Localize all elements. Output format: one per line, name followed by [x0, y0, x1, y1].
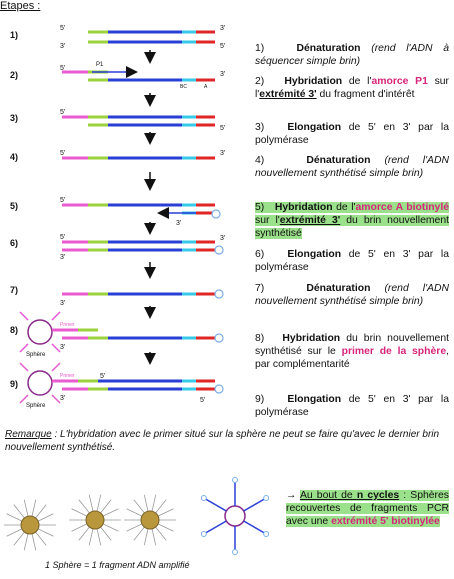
step6-3prime-b: 3' [60, 254, 66, 261]
caption: 1 Sphère = 1 fragment ADN amplifié [45, 560, 190, 570]
step-number-5: 5) [10, 201, 19, 211]
step9-sphere-arm-3 [52, 395, 60, 403]
step-number-7: 7) [10, 285, 19, 295]
step8-sphere-arm-3 [52, 344, 60, 352]
step6-biotin [215, 246, 223, 254]
step-9-text: 9) Elongation de 5' en 3' par la polymérase [255, 394, 449, 418]
step6-5prime: 5' [60, 234, 66, 241]
step3-5prime: 5' [60, 109, 66, 116]
step-6-text: 6) Elongation de 5' en 3' par la polymérase [255, 249, 449, 273]
step1-3prime-b: 3' [60, 43, 66, 50]
bead-1 [21, 516, 39, 534]
step5-biotin [212, 210, 220, 218]
step8-3prime: 3' [60, 344, 66, 351]
bottom-fragment-biotin-1 [233, 550, 238, 555]
step-4-text: 4) Dénaturation (rend l'ADN nouvellement synthétisé simple brin) [255, 155, 449, 179]
step1-3prime: 3' [220, 25, 226, 32]
step-number-3: 3) [10, 113, 19, 123]
step7-3prime: 3' [60, 300, 66, 307]
step4-3prime: 3' [220, 150, 226, 157]
step-number-2: 2) [10, 70, 19, 80]
step-3-text: 3) Elongation de 5' en 3' par la polymérase [255, 122, 449, 146]
step1-5prime: 5' [60, 25, 66, 32]
step-number-6: 6) [10, 238, 19, 248]
step-8-text: 8) Hybridation du brin nouvellement synthétisé sur le primer de la sphère, par complémentarité [255, 333, 449, 370]
step2-5prime: 5' [60, 65, 66, 72]
step5-5prime: 5' [60, 197, 66, 204]
step-number-8: 8) [10, 325, 19, 335]
step8-sphere-arm-2 [20, 344, 28, 352]
remark: Remarque : L'hybridation avec le primer situé sur la sphère ne peut se faire qu'avec le dernier brin nouvellement synthétisé. [5, 429, 440, 453]
step9-3prime: 3' [60, 395, 66, 402]
bead-3 [141, 511, 159, 529]
step-5-text: 5) Hybridation de l'amorce A biotinylé sur l'extrémité 3' du brin nouvellement synthétisé [255, 202, 449, 239]
step9-sphere [28, 371, 52, 395]
bottom-fragment-biotin-3 [201, 496, 206, 501]
step4-5prime: 5' [60, 150, 66, 157]
step-1-text: 1) Dénaturation (rend l'ADN à séquencer simple brin) [255, 43, 449, 67]
step9-biotin [215, 385, 223, 393]
step8-primer-label: Primer [60, 322, 75, 328]
bottom-sphere [225, 506, 245, 526]
step-7-text: 7) Dénaturation (rend l'ADN nouvellement synthétisé simple brin) [255, 283, 449, 307]
heading: Etapes : [0, 0, 41, 12]
step3-5prime-b: 5' [220, 125, 226, 132]
step1-5prime-b: 5' [220, 43, 226, 50]
step8-sphere-label: Sphère [26, 352, 46, 358]
bottom-fragment-5 [244, 498, 267, 511]
conclusion: → Au bout de n cycles : Sphères recouvertes de fragments PCR avec une extrémité 5' biotinylée [286, 490, 449, 527]
step2-3prime: 3' [220, 71, 226, 78]
step2-p1-label: P1 [96, 62, 104, 68]
bottom-fragment-0 [244, 521, 267, 534]
step9-primer-label: Primer [60, 373, 75, 379]
step9-5prime-b: 5' [200, 397, 206, 404]
step-number-4: 4) [10, 152, 19, 162]
step7-biotin [215, 290, 223, 298]
bottom-fragment-biotin-4 [233, 478, 238, 483]
step8-sphere [28, 320, 52, 344]
step9-5prime: 5' [100, 373, 106, 380]
step2-a-label: A [204, 84, 208, 90]
step9-sphere-arm-2 [20, 395, 28, 403]
step-number-9: 9) [10, 379, 19, 389]
bottom-fragment-biotin-0 [264, 532, 269, 537]
bottom-fragment-biotin-2 [201, 532, 206, 537]
step5-3prime: 3' [176, 220, 182, 227]
step2-bc-label: BC [180, 84, 187, 90]
bottom-fragment-2 [204, 521, 227, 534]
bottom-fragment-3 [204, 498, 227, 511]
bead-2 [86, 511, 104, 529]
step9-sphere-arm-0 [20, 363, 28, 371]
step-number-1: 1) [10, 30, 19, 40]
step8-sphere-arm-0 [20, 312, 28, 320]
step-2-text: 2) Hybridation de l'amorce P1 sur l'extrémité 3' du fragment d'intérêt [255, 76, 450, 100]
step8-biotin [215, 334, 223, 342]
step9-sphere-label: Sphère [26, 403, 46, 409]
step8-sphere-arm-1 [52, 312, 60, 320]
step6-3prime: 3' [220, 235, 226, 242]
step9-sphere-arm-1 [52, 363, 60, 371]
bottom-fragment-biotin-5 [264, 496, 269, 501]
